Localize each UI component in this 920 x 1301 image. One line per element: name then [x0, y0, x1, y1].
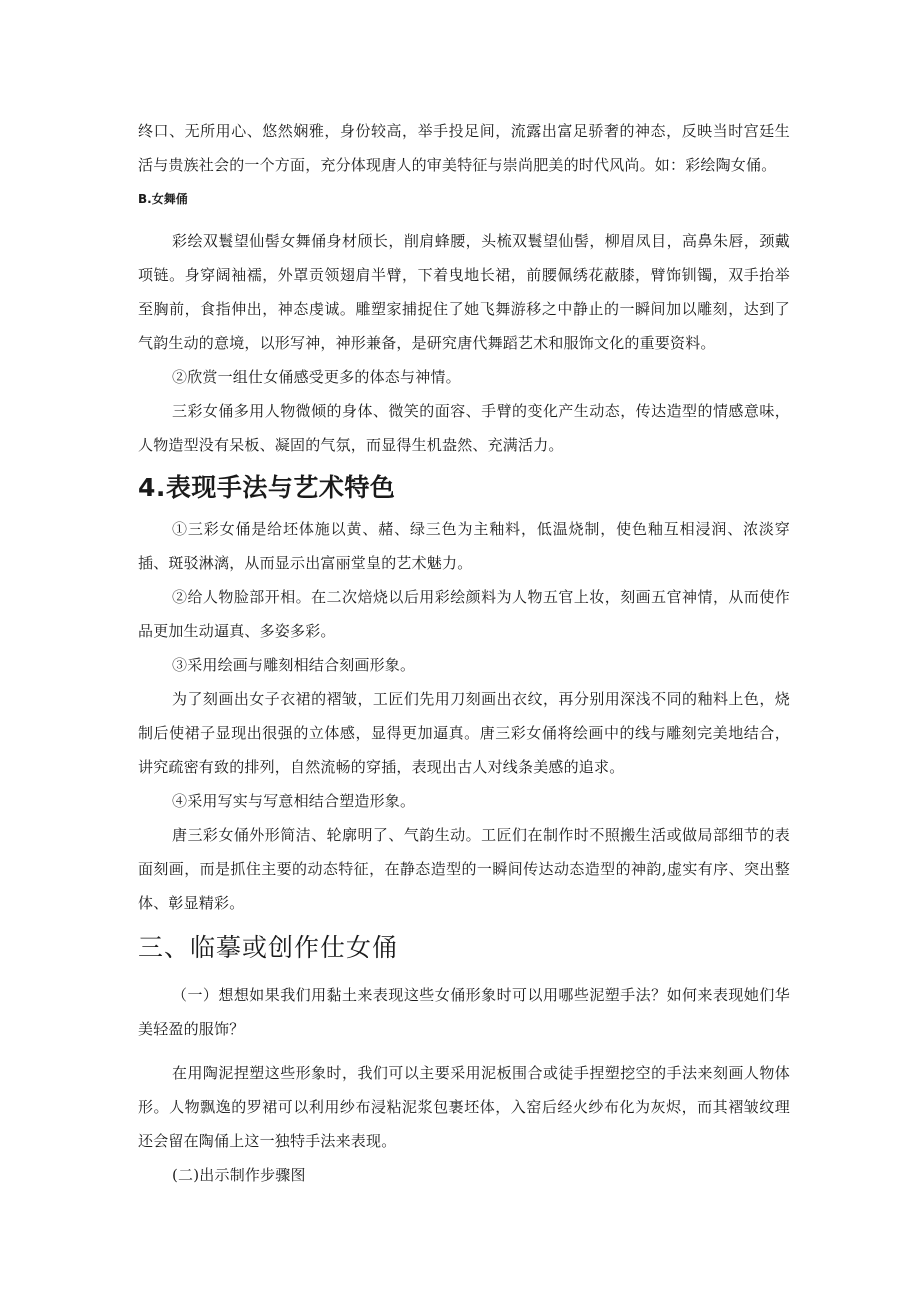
paragraph-appreciate: ②欣赏一组仕女俑感受更多的体态与神情。	[172, 368, 461, 386]
paragraph-sancai-posture: 三彩女俑多用人物微倾的身体、微笑的面容、手臂的变化产生动态，传达造型的情感意味，人物造型没有呆板、凝固的气氛，而显得生机盎然、充满活力。	[138, 402, 790, 454]
paragraph-technique-3-detail: 为了刻画出女子衣裙的褶皱，工匠们先用刀刻画出衣纹，再分别用深浅不同的釉料上色，烧制后使裙子显现出很强的立体感，显得更加逼真。唐三彩女俑将绘画中的线与雕刻完美地结合，讲究疏密有致的排列，自然流畅的穿插，表现出古人对线条美感的追求。	[138, 690, 790, 776]
section-4-heading-block	[138, 468, 790, 504]
paragraph-clay-method: 在用陶泥捏塑这些形象时，我们可以主要采用泥板围合或徒手捏塑挖空的手法来刻画人物体形。人物飘逸的罗裙可以利用纱布浸粘泥浆包裹坯体，入窑后经火纱布化为灰烬，而其褶皱纹理还会留在陶俑上这一独特手法来表现。	[138, 1064, 790, 1150]
techniques-section	[138, 512, 790, 920]
paragraph-technique-2: ②给人物脸部开相。在二次焙烧以后用彩绘颜料为人物五官上妆，刻画五官神情，从而使作品更加生动逼真、多姿多彩。	[138, 588, 790, 640]
dancer-section	[138, 224, 790, 462]
paragraph-technique-4-detail: 唐三彩女俑外形简洁、轮廓明了、气韵生动。工匠们在制作时不照搬生活或做局部细节的表面刻画，而是抓住主要的动态特征，在静态造型的一瞬间传达动态造型的神韵,虚实有序、突出整体、彰显精彩。	[138, 826, 790, 912]
paragraph-question-2: (二)出示制作步骤图	[172, 1166, 306, 1184]
heading-copy-or-create: 三、临摹或创作仕女俑	[138, 933, 399, 962]
paragraph-technique-4: ④采用写实与写意相结合塑造形象。	[172, 792, 416, 810]
clay-method-block	[138, 1056, 790, 1192]
dancer-heading-block	[138, 190, 790, 207]
paragraph-court-ladies: 终口、无所用心、悠然娴雅，身份较高，举手投足间，流露出富足骄奢的神态，反映当时宫廷生活与贵族社会的一个方面，充分体现唐人的审美特征与崇尚肥美的时代风尚。如：彩绘陶女俑。	[138, 122, 790, 174]
paragraph-technique-1: ①三彩女俑是给坯体施以黄、赭、绿三色为主釉料，低温烧制，使色釉互相浸润、浓淡穿插、斑驳淋漓，从而显示出富丽堂皇的艺术魅力。	[138, 520, 790, 572]
paragraph-question-1: （一）想想如果我们用黏土来表现这些女俑形象时可以用哪些泥塑手法？如何来表现她们华美轻盈的服饰？	[138, 986, 790, 1038]
intro-section	[138, 114, 790, 182]
subheading-female-dancer: B.女舞俑	[138, 192, 188, 206]
section-3-heading-block	[138, 928, 790, 964]
paragraph-female-dancer: 彩绘双鬟望仙髻女舞俑身材颀长，削肩蜂腰，头梳双鬟望仙髻，柳眉凤目，高鼻朱唇，颈戴项链。身穿阔袖襦，外罩贡领翅肩半臂，下着曳地长裙，前腰佩绣花蔽膝，臂饰钏镯，双手抬举至胸前，食指伸出，神态虔诚。雕塑家捕捉住了她飞舞游移之中静止的一瞬间加以雕刻，达到了气韵生动的意境，以形写神，神形兼备，是研究唐代舞蹈艺术和服饰文化的重要资料。	[138, 232, 790, 352]
paragraph-technique-3: ③采用绘画与雕刻相结合刻画形象。	[172, 656, 416, 674]
question-1-block	[138, 978, 790, 1046]
heading-techniques: 4.表现手法与艺术特色	[138, 473, 396, 502]
